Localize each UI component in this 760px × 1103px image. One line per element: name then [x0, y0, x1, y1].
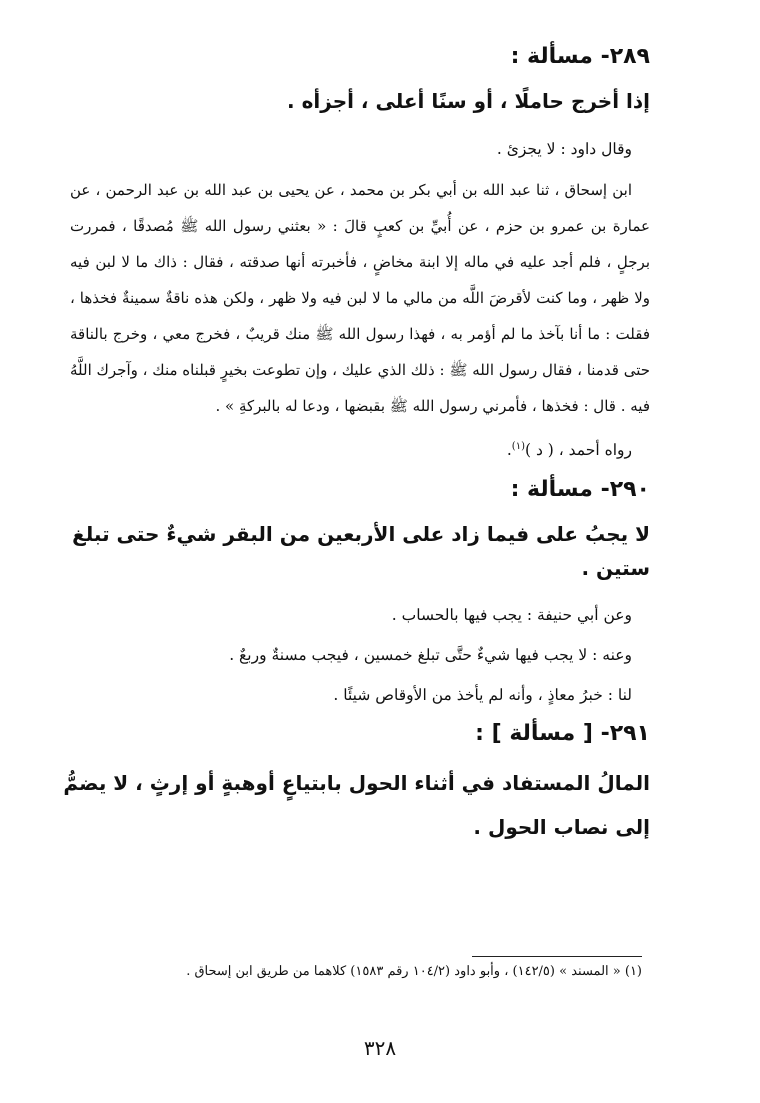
issue-290-evidence: لنا : خبرُ معاذٍ ، وأنه لم يأخذ من الأوقاص شيئًا .: [333, 686, 632, 705]
narration-end: .: [506, 441, 512, 460]
footnote-marker: (١): [511, 441, 525, 452]
footnote-divider: [472, 956, 642, 957]
issue-291-heading: ٢٩١- [ مسألة ] :: [475, 721, 650, 747]
issue-289-heading: ٢٨٩- مسألة :: [510, 44, 650, 69]
issue-289-ruling: إذا أخرج حاملًا ، أو سنًا أعلى ، أجزأه .: [287, 89, 650, 113]
issue-290-ruling: لا يجبُ على فيما زاد على الأربعين من البقر شيءٌ حتى تبلغ ستين .: [72, 522, 650, 581]
issue-290-abu-hanifa: وعن أبي حنيفة : يجب فيها بالحساب .: [391, 606, 632, 625]
footnote: (١) « المسند » (١٤٢/٥) ، وأبو داود (١٠٤/٢ رقم ١٥٨٣) كلاهما من طريق ابن إسحاق .: [186, 964, 642, 979]
narration-text: رواه أحمد ، ( د ): [524, 441, 632, 460]
issue-290-heading: ٢٩٠- مسألة :: [510, 477, 650, 503]
issue-289-hadith: ابن إسحاق ، ثنا عبد الله بن أبي بكر بن محمد ، عن يحيى بن عبد الله بن عبد الرحمن ، عن عمارة بن عمرو بن حزم ، عن أُبيِّ بن كعبٍ قالَ : « بعثني رسول الله ﷺ مُصدقًا ، فمررت برجلٍ ، فلم أجد عليه في ماله إلا ابنة مخاضٍ ، فأخبرته أنها صدقته ، فقال : ذاك ما لا لبن فيه ولا ظهر ، وما كنت لأقرضَ اللَّه من مالي ما لا لبن فيه ولا ظهر ، ولكن هذه ناقةٌ سمينةٌ فخذها ، فقلت : ما أنا بآخذ ما لم أؤمر به ، فهذا رسول الله ﷺ منك قريبٌ ، فخرج معي ، وخرج بالناقة حتى قدمنا ، فقال رسول الله ﷺ : ذلك الذي عليك ، وإن تطوعت بخيرٍ قبلناه منك ، وآجرك اللَّهُ فيه . قال : فخذها ، فأمرني رسول الله ﷺ بقبضها ، ودعا له بالبركةِ » .: [70, 181, 650, 415]
issue-289-dawud-view: وقال داود : لا يجزئ .: [496, 140, 632, 158]
issue-290-second-report: وعنه : لا يجب فيها شيءٌ حتَّى تبلغ خمسين ، فيجب مسنةٌ وربعٌ .: [229, 646, 632, 665]
page-body: [63, 40, 650, 1103]
issue-291-ruling: المالُ المستفاد في أثناء الحول بابتياعٍ أوهبةٍ أو إرثٍ ، لا يضمُّ إلى نصاب الحول .: [63, 771, 650, 840]
page-number: ٣٢٨: [363, 1036, 397, 1060]
issue-289-narration: [70, 428, 650, 469]
